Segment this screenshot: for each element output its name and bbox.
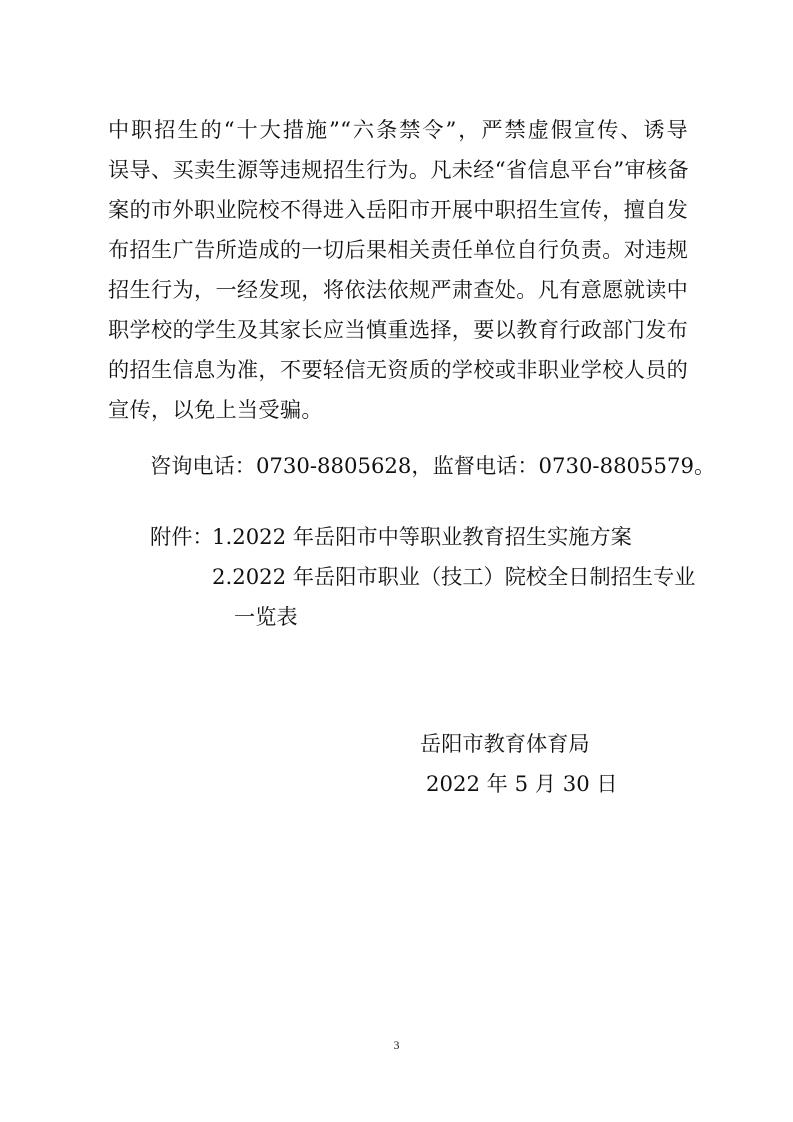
paragraph-line: 招生行为，一经发现，将依法依规严肃查处。凡有意愿就读中 [108, 277, 689, 302]
signature-block [420, 724, 618, 804]
paragraph-line: 布招生广告所造成的一切后果相关责任单位自行负责。对违规 [108, 237, 689, 262]
paragraph-line: 宣传，以免上当受骗。 [108, 397, 323, 422]
signature-organization: 岳阳市教育体育局 [420, 731, 590, 756]
paragraph-line: 中职招生的“十大措施”“六条禁令”，严禁虚假宣传、诱导 [108, 117, 688, 142]
paragraph-line: 职学校的学生及其家长应当慎重选择，要以教育行政部门发布 [108, 317, 689, 342]
attachment-item: 2.2022 年岳阳市职业（技工）院校全日制招生专业 [212, 564, 696, 589]
paragraph-line: 的招生信息为准，不要轻信无资质的学校或非职业学校人员的 [108, 357, 689, 382]
contact-phones: 咨询电话：0730-8805628，监督电话：0730-8805579。 [150, 453, 716, 478]
attachments-label: 附件： [150, 524, 214, 549]
attachments-list [150, 517, 695, 637]
paragraph-line: 误导、买卖生源等违规招生行为。凡未经“省信息平台”审核备 [108, 157, 689, 182]
signature-date: 2022 年 5 月 30 日 [426, 771, 618, 796]
attachment-item-continuation: 一览表 [234, 604, 298, 629]
body-paragraph [108, 110, 688, 430]
attachment-row [150, 557, 695, 597]
attachment-row [150, 517, 695, 557]
page-number: 3 [393, 1038, 400, 1052]
paragraph-line: 案的市外职业院校不得进入岳阳市开展中职招生宣传，擅自发 [108, 197, 689, 222]
attachment-item: 1.2022 年岳阳市中等职业教育招生实施方案 [212, 524, 632, 549]
attachment-row [150, 597, 695, 637]
